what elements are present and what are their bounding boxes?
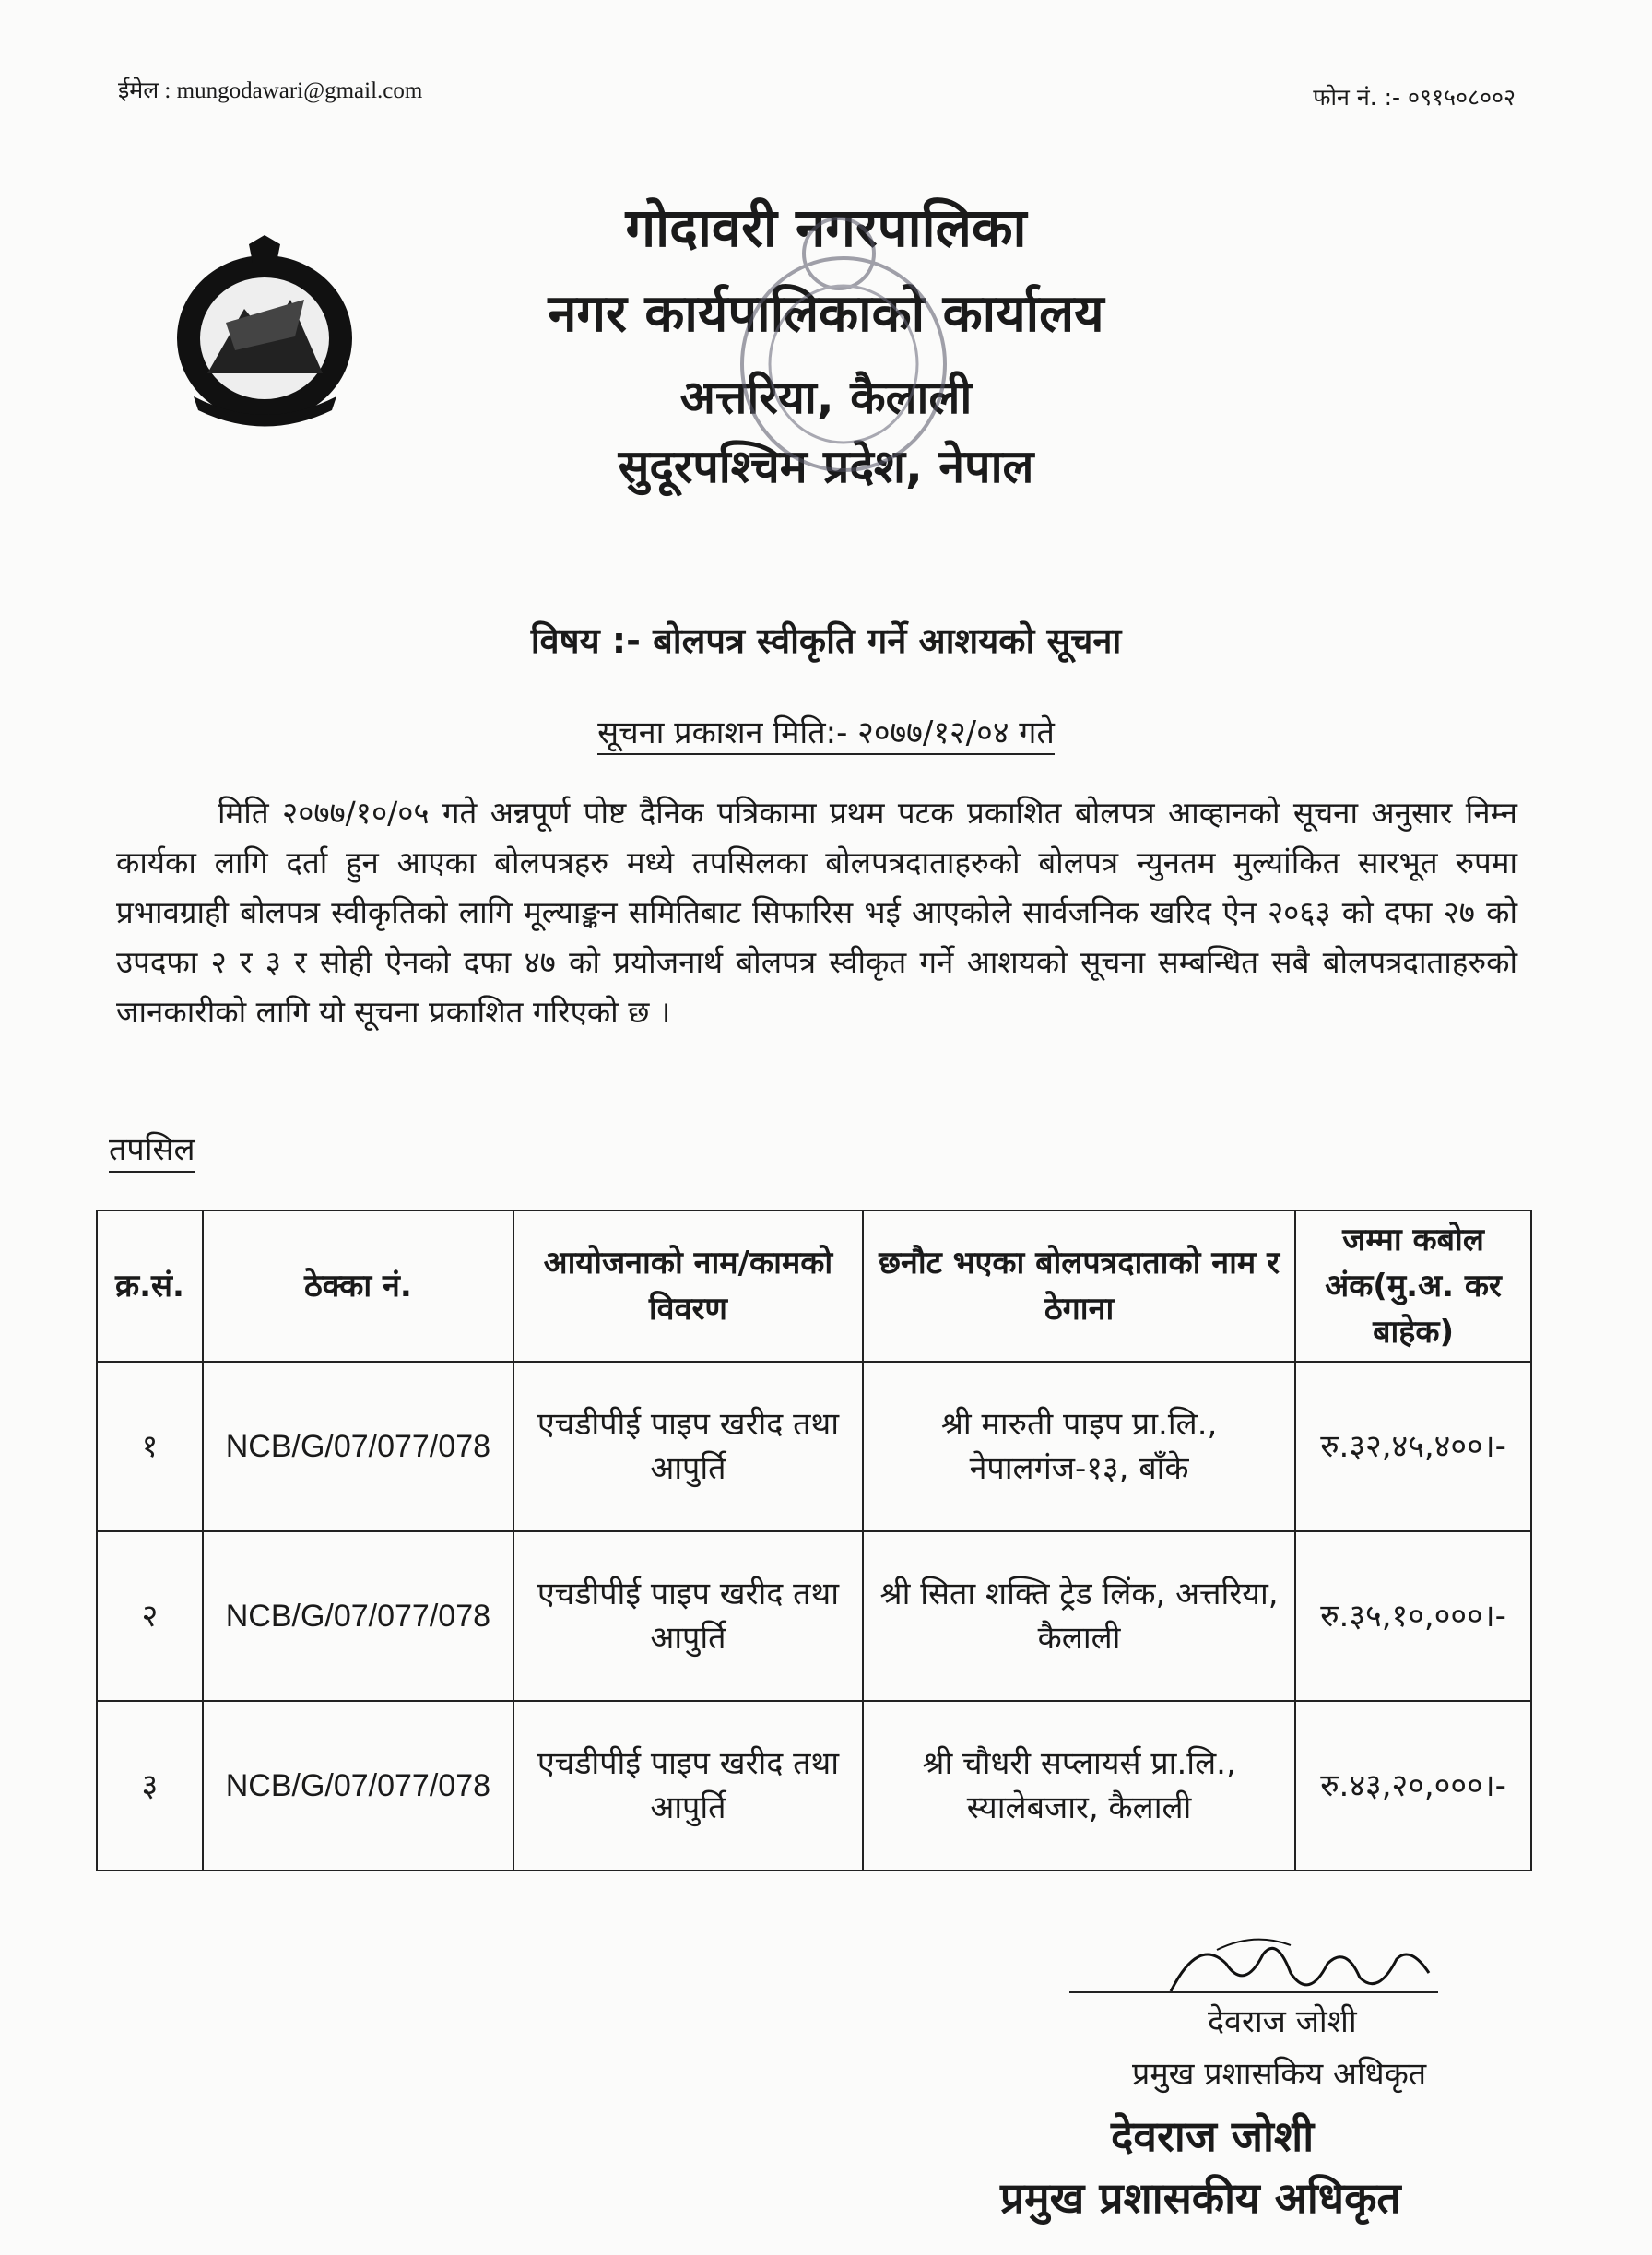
table-row bbox=[97, 1701, 1531, 1871]
header-sn: क्र.सं. bbox=[97, 1210, 203, 1362]
email-line: ईमेल : mungodawari@gmail.com bbox=[118, 78, 423, 103]
cell-sn: १ bbox=[97, 1362, 203, 1531]
cell-bidder: श्री सिता शक्ति ट्रेड लिंक, अत्तरिया, कैलाली bbox=[863, 1531, 1295, 1701]
cell-project: एचडीपीई पाइप खरीद तथा आपुर्ति bbox=[513, 1531, 863, 1701]
header-contract: ठेक्का नं. bbox=[203, 1210, 513, 1362]
table-row bbox=[97, 1362, 1531, 1531]
municipality-name: गोदावरी नगरपालिका bbox=[625, 196, 1027, 259]
office-location: अत्तरिया, कैलाली bbox=[679, 371, 973, 424]
notice-subject: विषय :- बोलपत्र स्वीकृति गर्ने आशयको सूचना bbox=[530, 620, 1122, 661]
province-country: सुदूरपश्चिम प्रदेश, नेपाल bbox=[618, 440, 1034, 493]
cell-contract: NCB/G/07/077/078 bbox=[203, 1362, 513, 1531]
signatory-name: देवराज जोशी bbox=[1208, 2003, 1357, 2040]
cell-sn: ३ bbox=[97, 1701, 203, 1871]
table-row bbox=[97, 1531, 1531, 1701]
cell-contract: NCB/G/07/077/078 bbox=[203, 1531, 513, 1701]
stamp-post: प्रमुख प्रशासकीय अधिकृत bbox=[1000, 2173, 1401, 2223]
cell-amount: रु.४३,२०,०००।- bbox=[1295, 1701, 1531, 1871]
publication-date: सूचना प्रकाशन मिति:- २०७७/१२/०४ गते bbox=[0, 710, 1652, 752]
header-bidder: छनौट भएका बोलपत्रदाताको नाम र ठेगाना bbox=[863, 1210, 1295, 1362]
table-header-row bbox=[97, 1210, 1531, 1362]
cell-bidder: श्री मारुती पाइप प्रा.लि., नेपालगंज-१३, बाँके bbox=[863, 1362, 1295, 1531]
cell-contract: NCB/G/07/077/078 bbox=[203, 1701, 513, 1871]
cell-amount: रु.३२,४५,४००।- bbox=[1295, 1362, 1531, 1531]
office-name: नगर कार्यपालिकाको कार्यालय bbox=[548, 284, 1104, 344]
signature-icon bbox=[1162, 1927, 1447, 2010]
cell-amount: रु.३५,१०,०००।- bbox=[1295, 1531, 1531, 1701]
header-project: आयोजनाको नाम/कामको विवरण bbox=[513, 1210, 863, 1362]
cell-bidder: श्री चौधरी सप्लायर्स प्रा.लि., स्यालेबजार, कैलाली bbox=[863, 1701, 1295, 1871]
stamp-name: देवराज जोशी bbox=[1111, 2111, 1315, 2161]
signature-line bbox=[1069, 1991, 1438, 1993]
cell-sn: २ bbox=[97, 1531, 203, 1701]
signatory-post: प्रमुख प्रशासकिय अधिकृत bbox=[1132, 2056, 1427, 2093]
cell-project: एचडीपीई पाइप खरीद तथा आपुर्ति bbox=[513, 1362, 863, 1531]
office-stamp-icon bbox=[728, 207, 959, 484]
phone-line: फोन नं. :- ०९१५०८००२ bbox=[1313, 84, 1516, 111]
bid-table bbox=[96, 1210, 1532, 1871]
schedule-heading: तपसिल bbox=[109, 1127, 195, 1173]
header-amount: जम्मा कबोल अंक(मु.अ. कर बाहेक) bbox=[1295, 1210, 1531, 1362]
notice-body: मिति २०७७/१०/०५ गते अन्नपूर्ण पोष्ट दैनिक पत्रिकामा प्रथम पटक प्रकाशित बोलपत्र आव्हानको सूचना अनुसार निम्न कार्यका लागि दर्ता हुन आएका बोलपत्रहरु मध्ये तपसिलका बोलपत्रदाताहरुको बोलपत्र न्युनतम मुल्यांकित सारभूत रुपमा प्रभावग्राही बोलपत्र स्वीकृतिको लागि मूल्याङ्कन समितिबाट सिफारिस भई आएकोले सार्वजनिक खरिद ऐन २०६३ को दफा २७ को उपदफा २ र ३ र सोही ऐनको दफा ४७ को प्रयोजनार्थ बोलपत्र स्वीकृत गर्ने आशयको सूचना सम्बन्धित सबै बोलपत्रदाताहरुको जानकारीको लागि यो सूचना प्रकाशित गरिएको छ । bbox=[116, 795, 1517, 1030]
cell-project: एचडीपीई पाइप खरीद तथा आपुर्ति bbox=[513, 1701, 863, 1871]
